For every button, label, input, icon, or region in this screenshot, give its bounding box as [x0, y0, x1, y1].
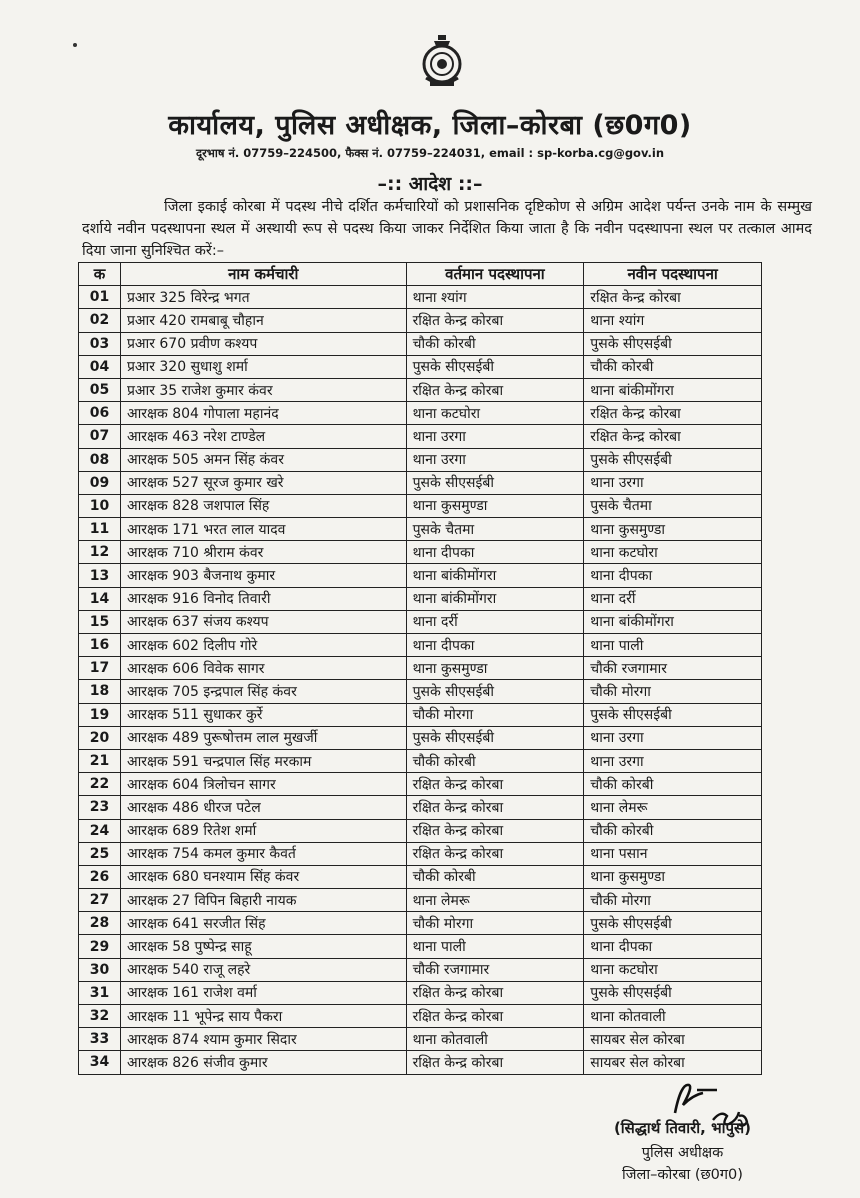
- current-posting-cell: थाना उरगा: [406, 448, 584, 471]
- current-posting-cell: चौकी मोरगा: [406, 912, 584, 935]
- table-row: [79, 726, 762, 749]
- table-row: [79, 1005, 762, 1028]
- paper-mark: [73, 43, 77, 47]
- employee-name-cell: प्रआर 420 रामबाबू चौहान: [120, 309, 406, 332]
- new-posting-cell: चौकी मोरगा: [584, 889, 762, 912]
- new-posting-cell: थाना उरगा: [584, 471, 762, 494]
- serial-cell: 20: [79, 726, 121, 749]
- order-intro: जिला इकाई कोरबा में पदस्थ नीचे दर्शित कर्मचारियों को प्रशासनिक दृष्टिकोण से अग्रिम आदेश पर्यन्त उनके नाम के सम्मुख दर्शाये नवीन पदस्थापना स्थल में अस्थायी रूप से पदस्थ किया जाकर निर्देशित किया जाता है कि नवीन पदस्थापना स्थल पर तत्काल आमद दिया जाना सुनिश्चित करें:–: [82, 199, 812, 259]
- table-row: [79, 773, 762, 796]
- table-row: [79, 332, 762, 355]
- new-posting-cell: थाना दीपका: [584, 564, 762, 587]
- new-posting-cell: थाना पाली: [584, 634, 762, 657]
- serial-cell: 23: [79, 796, 121, 819]
- current-posting-cell: रक्षित केन्द्र कोरबा: [406, 796, 584, 819]
- employee-name-cell: आरक्षक 705 इन्द्रपाल सिंह कंवर: [120, 680, 406, 703]
- current-posting-cell: पुसके चैतमा: [406, 518, 584, 541]
- serial-cell: 05: [79, 378, 121, 401]
- current-posting-cell: थाना दर्री: [406, 610, 584, 633]
- employee-name-cell: आरक्षक 828 जशपाल सिंह: [120, 494, 406, 517]
- serial-cell: 09: [79, 471, 121, 494]
- header-serial: क: [79, 263, 121, 286]
- current-posting-cell: थाना पाली: [406, 935, 584, 958]
- new-posting-cell: चौकी मोरगा: [584, 680, 762, 703]
- employee-name-cell: प्रआर 320 सुधाशु शर्मा: [120, 355, 406, 378]
- current-posting-cell: रक्षित केन्द्र कोरबा: [406, 981, 584, 1004]
- serial-cell: 13: [79, 564, 121, 587]
- employee-name-cell: आरक्षक 161 राजेश वर्मा: [120, 981, 406, 1004]
- employee-name-cell: आरक्षक 710 श्रीराम कंवर: [120, 541, 406, 564]
- serial-cell: 21: [79, 749, 121, 772]
- header-current-posting: वर्तमान पदस्थापना: [406, 263, 584, 286]
- serial-cell: 24: [79, 819, 121, 842]
- current-posting-cell: रक्षित केन्द्र कोरबा: [406, 309, 584, 332]
- current-posting-cell: थाना कुसमुण्डा: [406, 494, 584, 517]
- employee-name-cell: आरक्षक 540 राजू लहरे: [120, 958, 406, 981]
- serial-cell: 29: [79, 935, 121, 958]
- new-posting-cell: थाना उरगा: [584, 726, 762, 749]
- current-posting-cell: पुसके सीएसईबी: [406, 726, 584, 749]
- new-posting-cell: पुसके सीएसईबी: [584, 912, 762, 935]
- new-posting-cell: थाना श्यांग: [584, 309, 762, 332]
- employee-name-cell: आरक्षक 489 पुरूषोत्तम लाल मुखर्जी: [120, 726, 406, 749]
- new-posting-cell: चौकी रजगामार: [584, 657, 762, 680]
- employee-name-cell: आरक्षक 637 संजय कश्यप: [120, 610, 406, 633]
- table-row: [79, 425, 762, 448]
- table-row: [79, 494, 762, 517]
- employee-name-cell: आरक्षक 689 रितेश शर्मा: [120, 819, 406, 842]
- current-posting-cell: पुसके सीएसईबी: [406, 680, 584, 703]
- current-posting-cell: थाना कटघोरा: [406, 402, 584, 425]
- office-title: कार्यालय, पुलिस अधीक्षक, जिला–कोरबा (छ0ग0): [168, 110, 692, 141]
- serial-cell: 27: [79, 889, 121, 912]
- employee-name-cell: आरक्षक 486 धीरज पटेल: [120, 796, 406, 819]
- serial-cell: 16: [79, 634, 121, 657]
- table-row: [79, 981, 762, 1004]
- serial-cell: 31: [79, 981, 121, 1004]
- table-row: [79, 286, 762, 309]
- table-row: [79, 587, 762, 610]
- table-row: [79, 378, 762, 401]
- current-posting-cell: चौकी मोरगा: [406, 703, 584, 726]
- employee-name-cell: आरक्षक 641 सरजीत सिंह: [120, 912, 406, 935]
- employee-name-cell: प्रआर 35 राजेश कुमार कंवर: [120, 378, 406, 401]
- new-posting-cell: पुसके सीएसईबी: [584, 981, 762, 1004]
- current-posting-cell: चौकी रजगामार: [406, 958, 584, 981]
- current-posting-cell: रक्षित केन्द्र कोरबा: [406, 1005, 584, 1028]
- employee-name-cell: आरक्षक 463 नरेश टाण्डेल: [120, 425, 406, 448]
- employee-name-cell: आरक्षक 874 श्याम कुमार सिदार: [120, 1028, 406, 1051]
- serial-cell: 32: [79, 1005, 121, 1028]
- current-posting-cell: चौकी कोरबी: [406, 865, 584, 888]
- header-new-posting: नवीन पदस्थापना: [584, 263, 762, 286]
- table-row: [79, 518, 762, 541]
- employee-name-cell: आरक्षक 754 कमल कुमार कैवर्त: [120, 842, 406, 865]
- current-posting-cell: चौकी कोरबी: [406, 749, 584, 772]
- employee-name-cell: आरक्षक 511 सुधाकर कुर्रे: [120, 703, 406, 726]
- serial-cell: 01: [79, 286, 121, 309]
- current-posting-cell: रक्षित केन्द्र कोरबा: [406, 1051, 584, 1074]
- serial-cell: 30: [79, 958, 121, 981]
- employee-name-cell: आरक्षक 602 दिलीप गोरे: [120, 634, 406, 657]
- employee-name-cell: प्रआर 325 विरेन्द्र भगत: [120, 286, 406, 309]
- new-posting-cell: थाना लेमरू: [584, 796, 762, 819]
- serial-cell: 10: [79, 494, 121, 517]
- serial-cell: 11: [79, 518, 121, 541]
- serial-cell: 34: [79, 1051, 121, 1074]
- serial-cell: 17: [79, 657, 121, 680]
- new-posting-cell: पुसके चैतमा: [584, 494, 762, 517]
- table-row: [79, 564, 762, 587]
- new-posting-cell: पुसके सीएसईबी: [584, 332, 762, 355]
- table-body: [79, 286, 762, 1074]
- serial-cell: 22: [79, 773, 121, 796]
- table-row: [79, 935, 762, 958]
- new-posting-cell: रक्षित केन्द्र कोरबा: [584, 286, 762, 309]
- current-posting-cell: थाना श्यांग: [406, 286, 584, 309]
- table-row: [79, 842, 762, 865]
- serial-cell: 33: [79, 1028, 121, 1051]
- current-posting-cell: थाना बांकीमोंगरा: [406, 564, 584, 587]
- new-posting-cell: रक्षित केन्द्र कोरबा: [584, 425, 762, 448]
- serial-cell: 12: [79, 541, 121, 564]
- employee-name-cell: आरक्षक 903 बैजनाथ कुमार: [120, 564, 406, 587]
- table-row: [79, 634, 762, 657]
- current-posting-cell: थाना कोतवाली: [406, 1028, 584, 1051]
- table-row: [79, 355, 762, 378]
- new-posting-cell: थाना बांकीमोंगरा: [584, 378, 762, 401]
- serial-cell: 04: [79, 355, 121, 378]
- new-posting-cell: रक्षित केन्द्र कोरबा: [584, 402, 762, 425]
- table-row: [79, 471, 762, 494]
- employee-name-cell: आरक्षक 58 पुष्पेन्द्र साहू: [120, 935, 406, 958]
- table-row: [79, 796, 762, 819]
- serial-cell: 15: [79, 610, 121, 633]
- current-posting-cell: रक्षित केन्द्र कोरबा: [406, 773, 584, 796]
- current-posting-cell: चौकी कोरबी: [406, 332, 584, 355]
- police-emblem-icon: [418, 34, 466, 88]
- current-posting-cell: रक्षित केन्द्र कोरबा: [406, 378, 584, 401]
- employee-name-cell: आरक्षक 527 सूरज कुमार खरे: [120, 471, 406, 494]
- serial-cell: 28: [79, 912, 121, 935]
- employee-name-cell: आरक्षक 171 भरत लाल यादव: [120, 518, 406, 541]
- serial-cell: 25: [79, 842, 121, 865]
- table-row: [79, 749, 762, 772]
- table-row: [79, 541, 762, 564]
- table-row: [79, 819, 762, 842]
- serial-cell: 14: [79, 587, 121, 610]
- serial-cell: 06: [79, 402, 121, 425]
- current-posting-cell: पुसके सीएसईबी: [406, 471, 584, 494]
- table-row: [79, 309, 762, 332]
- new-posting-cell: थाना पसान: [584, 842, 762, 865]
- table-row: [79, 958, 762, 981]
- table-row: [79, 448, 762, 471]
- current-posting-cell: थाना लेमरू: [406, 889, 584, 912]
- serial-cell: 02: [79, 309, 121, 332]
- serial-cell: 07: [79, 425, 121, 448]
- current-posting-cell: थाना दीपका: [406, 541, 584, 564]
- table-row: [79, 889, 762, 912]
- employee-name-cell: आरक्षक 591 चन्द्रपाल सिंह मरकाम: [120, 749, 406, 772]
- new-posting-cell: थाना कटघोरा: [584, 541, 762, 564]
- employee-name-cell: आरक्षक 826 संजीव कुमार: [120, 1051, 406, 1074]
- transfer-table: [78, 262, 762, 1075]
- table-row: [79, 1028, 762, 1051]
- employee-name-cell: आरक्षक 604 त्रिलोचन सागर: [120, 773, 406, 796]
- new-posting-cell: चौकी कोरबी: [584, 773, 762, 796]
- employee-name-cell: आरक्षक 505 अमन सिंह कंवर: [120, 448, 406, 471]
- new-posting-cell: पुसके सीएसईबी: [584, 448, 762, 471]
- employee-name-cell: आरक्षक 27 विपिन बिहारी नायक: [120, 889, 406, 912]
- current-posting-cell: रक्षित केन्द्र कोरबा: [406, 842, 584, 865]
- serial-cell: 19: [79, 703, 121, 726]
- current-posting-cell: थाना उरगा: [406, 425, 584, 448]
- new-posting-cell: चौकी कोरबी: [584, 355, 762, 378]
- contact-line: दूरभाष नं. 07759–224500, फैक्स नं. 07759–224031, email : sp-korba.cg@gov.in: [195, 146, 665, 160]
- employee-name-cell: प्रआर 670 प्रवीण कश्यप: [120, 332, 406, 355]
- new-posting-cell: थाना उरगा: [584, 749, 762, 772]
- signatory-designation: पुलिस अधीक्षक: [641, 1145, 724, 1161]
- new-posting-cell: थाना कोतवाली: [584, 1005, 762, 1028]
- new-posting-cell: थाना कटघोरा: [584, 958, 762, 981]
- current-posting-cell: पुसके सीएसईबी: [406, 355, 584, 378]
- serial-cell: 03: [79, 332, 121, 355]
- serial-cell: 18: [79, 680, 121, 703]
- employee-name-cell: आरक्षक 804 गोपाला महानंद: [120, 402, 406, 425]
- signatory-name: (सिद्धार्थ तिवारी, भापुसे): [613, 1119, 752, 1137]
- employee-name-cell: आरक्षक 916 विनोद तिवारी: [120, 587, 406, 610]
- signatory-place: जिला–कोरबा (छ0ग0): [622, 1167, 743, 1183]
- new-posting-cell: थाना कुसमुण्डा: [584, 518, 762, 541]
- table-row: [79, 657, 762, 680]
- employee-name-cell: आरक्षक 606 विवेक सागर: [120, 657, 406, 680]
- new-posting-cell: पुसके सीएसईबी: [584, 703, 762, 726]
- new-posting-cell: थाना दर्री: [584, 587, 762, 610]
- employee-name-cell: आरक्षक 680 घनश्याम सिंह कंवर: [120, 865, 406, 888]
- table-row: [79, 680, 762, 703]
- serial-cell: 08: [79, 448, 121, 471]
- current-posting-cell: थाना कुसमुण्डा: [406, 657, 584, 680]
- new-posting-cell: थाना बांकीमोंगरा: [584, 610, 762, 633]
- table-row: [79, 865, 762, 888]
- current-posting-cell: थाना दीपका: [406, 634, 584, 657]
- table-row: [79, 402, 762, 425]
- table-row: [79, 610, 762, 633]
- employee-name-cell: आरक्षक 11 भूपेन्द्र साय पैकरा: [120, 1005, 406, 1028]
- new-posting-cell: थाना कुसमुण्डा: [584, 865, 762, 888]
- serial-cell: 26: [79, 865, 121, 888]
- table-header-row: [79, 263, 762, 286]
- current-posting-cell: थाना बांकीमोंगरा: [406, 587, 584, 610]
- current-posting-cell: रक्षित केन्द्र कोरबा: [406, 819, 584, 842]
- new-posting-cell: सायबर सेल कोरबा: [584, 1051, 762, 1074]
- table-row: [79, 703, 762, 726]
- order-heading: –:: आदेश ::–: [377, 173, 483, 195]
- header-employee-name: नाम कर्मचारी: [120, 263, 406, 286]
- table-row: [79, 912, 762, 935]
- new-posting-cell: थाना दीपका: [584, 935, 762, 958]
- new-posting-cell: चौकी कोरबी: [584, 819, 762, 842]
- new-posting-cell: सायबर सेल कोरबा: [584, 1028, 762, 1051]
